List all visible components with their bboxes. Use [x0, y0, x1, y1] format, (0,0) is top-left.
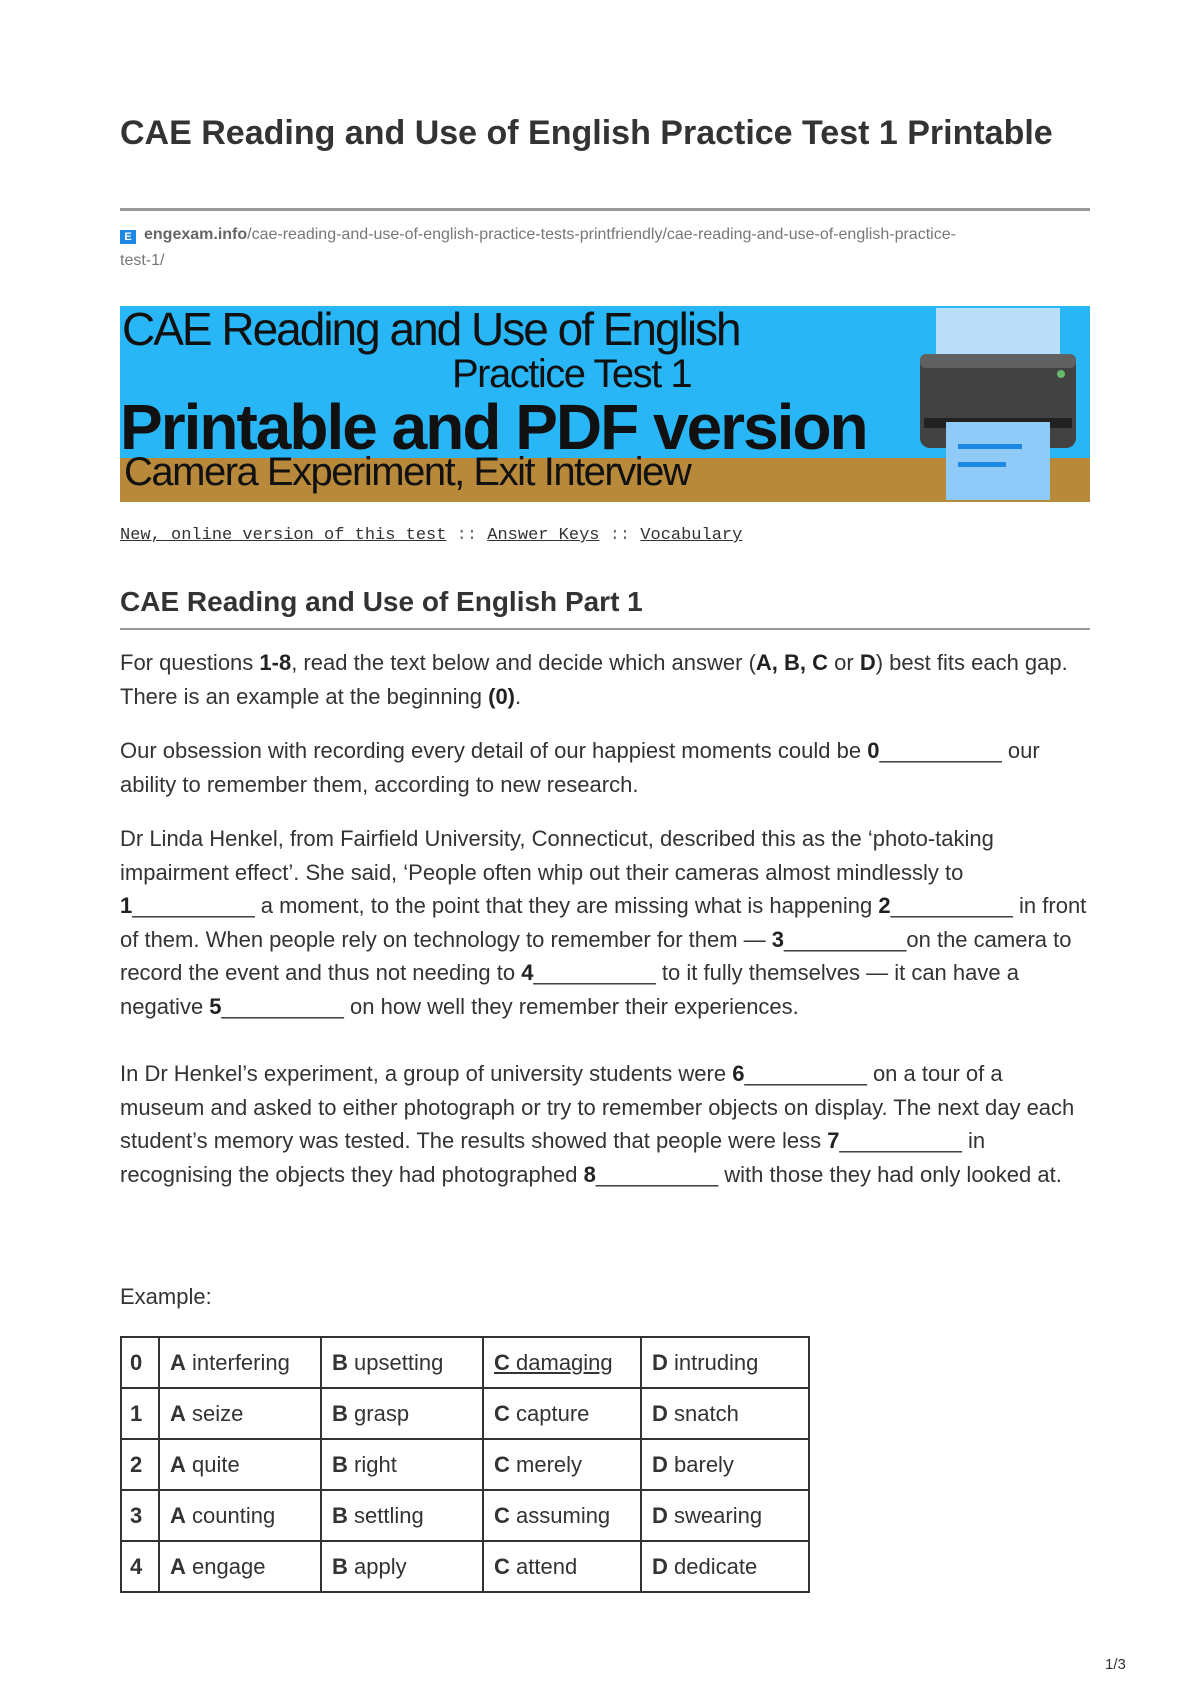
vocabulary-link[interactable]: Vocabulary	[640, 526, 743, 545]
text: In Dr Henkel’s experiment, a group of university students were	[120, 1061, 733, 1086]
text: on how well they remember their experiences.	[343, 993, 799, 1019]
question-number: 0	[121, 1337, 159, 1388]
online-version-link[interactable]: New, online version of this test	[120, 526, 447, 545]
option-text	[332, 1350, 443, 1375]
options-row	[121, 1337, 809, 1388]
gap-number: 3	[771, 926, 785, 952]
option-b	[321, 1490, 483, 1541]
gap-blank: __________	[839, 1128, 962, 1153]
option-letter: D	[652, 1400, 668, 1426]
question-range: 1-8	[259, 650, 292, 675]
option-d	[641, 1490, 809, 1541]
text: or	[828, 650, 860, 675]
option-letter: A	[170, 1553, 186, 1579]
option-d	[641, 1541, 809, 1592]
option-word: snatch	[674, 1400, 739, 1426]
source-path[interactable]: /cae-reading-and-use-of-english-practice-tests-printfriendly/cae-reading-and-use-of-english-practice-	[247, 226, 956, 243]
options-table	[120, 1336, 810, 1593]
option-c	[483, 1388, 641, 1439]
source-domain[interactable]: engexam.info	[144, 226, 248, 243]
option-letter: D	[652, 1502, 668, 1528]
link-separator: ::	[609, 526, 631, 545]
gap-number: 6	[732, 1061, 745, 1086]
option-word: grasp	[354, 1400, 410, 1426]
text: in recognising the objects they had photographed	[120, 1128, 986, 1187]
option-b	[321, 1388, 483, 1439]
test-banner	[120, 306, 1090, 502]
option-letter: A	[170, 1451, 186, 1477]
source-path-continued[interactable]: test-1/	[120, 252, 165, 269]
option-letter: C	[494, 1553, 510, 1579]
printer-icon	[880, 306, 1090, 502]
site-favicon-icon: E	[120, 230, 136, 244]
option-c	[483, 1337, 641, 1388]
option-letter: C	[494, 1451, 510, 1477]
test-links	[120, 526, 742, 545]
gap-number: 1	[120, 893, 133, 918]
option-c	[483, 1490, 641, 1541]
options-row	[121, 1439, 809, 1490]
option-text	[652, 1452, 734, 1477]
answer-letter: D	[859, 650, 876, 675]
question-number: 1	[121, 1388, 159, 1439]
banner-headline: Printable and PDF version	[120, 391, 867, 463]
option-text	[652, 1350, 758, 1375]
option-letter: D	[652, 1349, 668, 1375]
option-word: counting	[192, 1502, 276, 1528]
option-letter: B	[332, 1349, 348, 1375]
option-text	[170, 1503, 275, 1528]
option-text	[332, 1401, 409, 1426]
option-word: attend	[516, 1553, 578, 1579]
option-d	[641, 1337, 809, 1388]
option-word: damaging	[516, 1349, 613, 1375]
text: a moment, to the point that they are missing what is happening	[254, 893, 879, 918]
options-row	[121, 1541, 809, 1592]
gap-blank: __________	[890, 893, 1013, 918]
text: in front of them. When people rely on technology to remember for them —	[120, 893, 1087, 952]
option-b	[321, 1541, 483, 1592]
question-number: 3	[121, 1490, 159, 1541]
option-letter: C	[494, 1349, 510, 1375]
text: .	[515, 683, 522, 709]
option-a	[159, 1337, 321, 1388]
answer-keys-link[interactable]: Answer Keys	[487, 526, 600, 545]
option-text	[494, 1452, 582, 1477]
option-letter: C	[494, 1502, 510, 1528]
option-a	[159, 1388, 321, 1439]
banner-subtitle: Practice Test 1	[452, 352, 692, 396]
option-d	[641, 1388, 809, 1439]
option-text	[332, 1452, 397, 1477]
option-word: swearing	[674, 1502, 763, 1528]
option-b	[321, 1337, 483, 1388]
option-word: upsetting	[354, 1349, 444, 1375]
text: ) best fits each gap. There is an example at the beginning	[120, 650, 1068, 709]
text: For questions	[120, 650, 260, 675]
option-word: barely	[674, 1451, 734, 1477]
option-text	[170, 1452, 240, 1477]
gap-blank: __________	[784, 926, 907, 952]
gap-number: 2	[878, 893, 891, 918]
option-text	[332, 1503, 424, 1528]
option-a	[159, 1541, 321, 1592]
title-divider	[120, 208, 1090, 211]
option-text	[494, 1401, 589, 1426]
option-letter: C	[494, 1400, 510, 1426]
gap-blank: __________	[533, 960, 656, 985]
option-text	[332, 1554, 407, 1579]
option-text	[494, 1503, 610, 1528]
option-word: dedicate	[674, 1553, 758, 1579]
option-word: settling	[354, 1502, 424, 1528]
option-letter: B	[332, 1451, 348, 1477]
option-letter: B	[332, 1502, 348, 1528]
text: our ability to remember them, according to new research.	[120, 738, 1040, 797]
section-heading: CAE Reading and Use of English Part 1	[120, 586, 643, 617]
options-row	[121, 1388, 809, 1439]
option-text	[170, 1401, 243, 1426]
option-word: interfering	[192, 1349, 290, 1375]
option-text	[494, 1554, 577, 1579]
gap-blank: __________	[595, 1161, 719, 1187]
gap-number: 0	[867, 738, 880, 763]
question-number: 2	[121, 1439, 159, 1490]
instructions	[120, 646, 1090, 713]
option-text	[652, 1554, 757, 1579]
option-word: capture	[516, 1400, 590, 1426]
banner-title: CAE Reading and Use of English	[122, 306, 740, 355]
link-separator: ::	[456, 526, 478, 545]
option-letter: D	[652, 1451, 668, 1477]
option-text	[170, 1554, 265, 1579]
option-c	[483, 1541, 641, 1592]
page-title: CAE Reading and Use of English Practice Test 1 Printable	[120, 114, 1053, 152]
text: on the camera to record the event and thus not needing to	[120, 926, 1072, 985]
option-word: quite	[192, 1451, 240, 1477]
text: , read the text below and decide which answer (	[291, 650, 756, 675]
option-letter: B	[332, 1400, 348, 1426]
answer-letters: A, B, C	[755, 650, 829, 675]
option-text	[652, 1503, 762, 1528]
option-text	[494, 1350, 613, 1375]
gap-blank: __________	[132, 893, 255, 918]
option-letter: A	[170, 1349, 186, 1375]
question-number: 4	[121, 1541, 159, 1592]
passage-paragraph-1	[120, 734, 1090, 801]
option-word: apply	[354, 1553, 407, 1579]
text: with those they had only looked at.	[718, 1161, 1062, 1187]
option-word: engage	[192, 1553, 266, 1579]
gap-blank: __________	[221, 993, 344, 1019]
option-word: assuming	[516, 1502, 611, 1528]
gap-number: 4	[521, 960, 534, 985]
gap-number: 8	[583, 1161, 596, 1187]
option-text	[170, 1350, 290, 1375]
example-ref: (0)	[488, 683, 516, 709]
text: Our obsession with recording every detail of our happiest moments could be	[120, 738, 868, 763]
gap-number: 7	[827, 1128, 840, 1153]
option-letter: A	[170, 1400, 186, 1426]
option-letter: A	[170, 1502, 186, 1528]
gap-number: 5	[209, 993, 222, 1019]
text: Dr Linda Henkel, from Fairfield University, Connecticut, described this as the ‘photo-taking impairment effect’. She said, ‘People often whip out their cameras almost mindlessly to	[120, 826, 994, 885]
option-letter: B	[332, 1553, 348, 1579]
passage-paragraph-2	[120, 822, 1090, 1023]
option-word: right	[354, 1451, 397, 1477]
option-a	[159, 1490, 321, 1541]
gap-blank: __________	[879, 738, 1002, 763]
option-word: merely	[516, 1451, 583, 1477]
text: to it fully themselves — it can have a negative	[120, 960, 1019, 1019]
page-number: 1/3	[1105, 1656, 1126, 1673]
option-a	[159, 1439, 321, 1490]
text: on a tour of a museum and asked to either photograph or try to remember objects on display. The next day each student’s memory was tested. The results showed that people were less	[120, 1061, 1075, 1153]
options-row	[121, 1490, 809, 1541]
option-word: intruding	[674, 1349, 759, 1375]
option-text	[652, 1401, 739, 1426]
example-label: Example:	[120, 1284, 212, 1309]
source-url[interactable]	[120, 222, 1090, 274]
option-d	[641, 1439, 809, 1490]
option-b	[321, 1439, 483, 1490]
option-letter: D	[652, 1553, 668, 1579]
passage-paragraph-3	[120, 1057, 1090, 1191]
gap-blank: __________	[744, 1061, 867, 1086]
banner-topics: Camera Experiment, Exit Interview	[124, 450, 691, 494]
option-c	[483, 1439, 641, 1490]
option-word: seize	[192, 1400, 244, 1426]
section-divider	[120, 628, 1090, 630]
